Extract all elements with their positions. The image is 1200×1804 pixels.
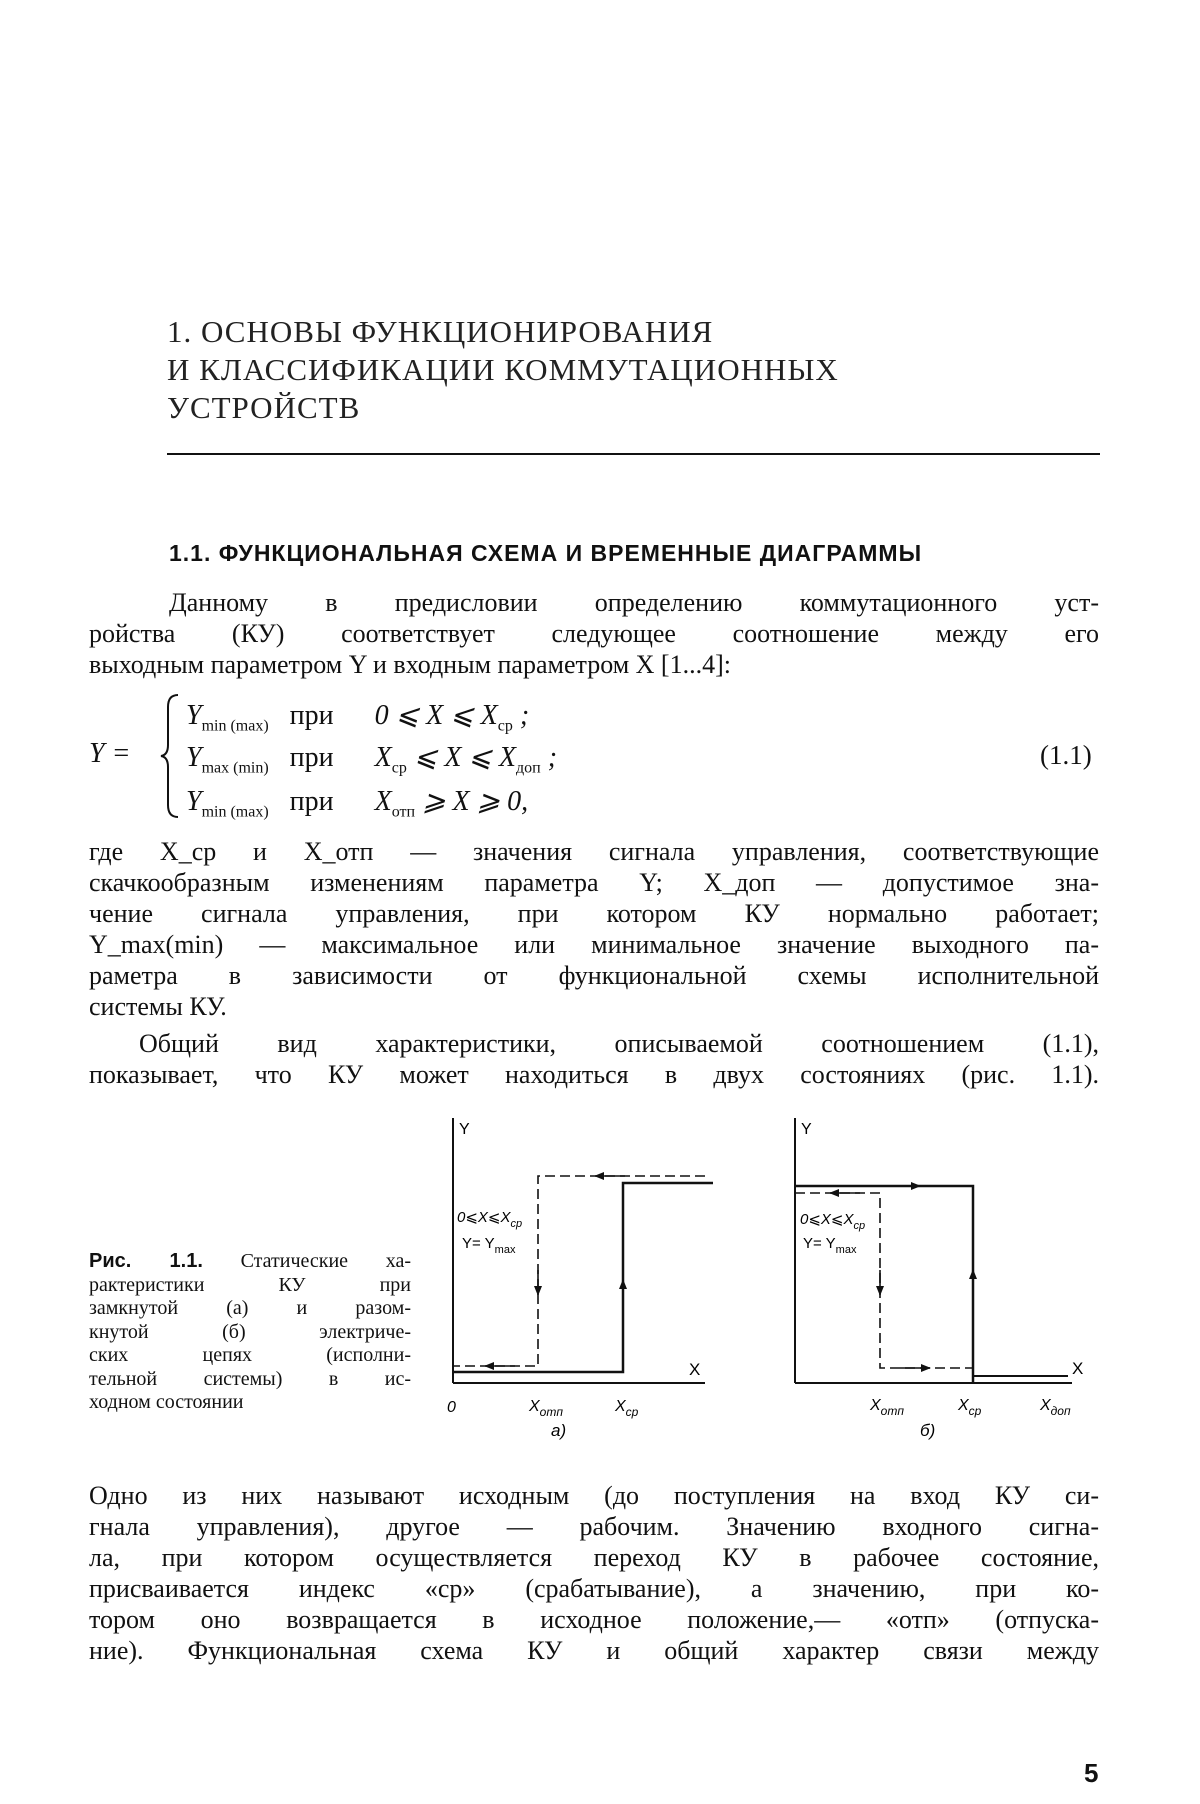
text-line: Y_max(min) — максимальное или минимальное значение выходного па- xyxy=(89,930,1099,959)
text-line: ла, при котором осуществляется переход КУ в рабочее состояние, xyxy=(89,1543,1099,1572)
diagram-a-condition: $Y= Y_{max}$ xyxy=(462,1235,516,1256)
text-line: гнала управления), другое — рабочим. Значению входного сигна- xyxy=(89,1512,1099,1541)
equation-brace xyxy=(160,693,180,819)
figure-caption-line: кнутой (б) электриче- xyxy=(89,1320,411,1343)
page-number: 5 xyxy=(1084,1758,1099,1788)
intro-paragraph xyxy=(89,587,1099,680)
figure-caption-line: ходном состоянии xyxy=(89,1391,244,1413)
section-heading: 1.1. ФУНКЦИОНАЛЬНАЯ СХЕМА И ВРЕМЕННЫЕ ДИАГРАММЫ xyxy=(169,540,923,566)
equation-row: $Y_{max (min)}$ при $X_{ср}$ ⩽ X ⩽ $X_{доп}$ ; xyxy=(186,742,558,777)
diagram-a-tick-sr: $X_{ср}$ xyxy=(615,1398,639,1419)
figure-caption-line: замкнутой (а) и разом- xyxy=(89,1297,411,1319)
diagram-b xyxy=(795,1118,1083,1440)
equation-lhs: Y = xyxy=(89,738,131,769)
text-line: Общий вид характеристики, описываемой соотношением (1.1), xyxy=(139,1029,1099,1058)
figure-caption-line: рактеристики КУ при xyxy=(89,1273,411,1296)
diagram-b-label: б) xyxy=(920,1421,936,1440)
text-line: системы КУ. xyxy=(89,992,227,1021)
diagram-b-y-label: Y xyxy=(801,1121,812,1138)
general-paragraph xyxy=(89,1028,1099,1090)
text-line: выходным параметром Y и входным параметром X [1...4]: xyxy=(89,650,731,679)
text-line: чение сигнала управления, при котором КУ нормально работает; xyxy=(89,899,1099,928)
diagram-b-tick-otp: $X_{отп}$ xyxy=(870,1397,904,1418)
diagram-a-origin: 0 xyxy=(447,1399,456,1416)
figure-diagrams xyxy=(0,1110,1200,1470)
text-line: Одно из них называют исходным (до поступления на вход КУ си- xyxy=(89,1481,1099,1510)
chapter-divider xyxy=(167,453,1100,455)
text-line: ройства (КУ) соответствует следующее соотношение между его xyxy=(89,619,1099,648)
diagram-b-tick-sr: $X_{ср}$ xyxy=(958,1397,982,1418)
diagram-b-condition: $0⩽X⩽X_{ср}$ xyxy=(800,1211,866,1232)
chapter-title-line: УСТРОЙСТВ xyxy=(167,390,361,425)
figure-caption-line: Статические ха- xyxy=(202,1250,411,1272)
figure-caption-lead: Рис. 1.1. xyxy=(89,1250,203,1272)
text-line: скачкообразным изменениям параметра Y; X_доп — допустимое зна- xyxy=(89,868,1099,897)
equation-row: $Y_{min (max)}$ при $X_{отп}$ ⩾ X ⩾ 0, xyxy=(186,786,529,821)
figure-caption-line: тельной системы) в ис- xyxy=(89,1367,411,1390)
diagram-b-condition: $Y= Y_{max}$ xyxy=(803,1235,857,1256)
chapter-title xyxy=(167,313,1067,427)
text-line: тором оно возвращается в исходное положение,— «отп» (отпуска- xyxy=(89,1605,1099,1634)
outro-paragraph xyxy=(89,1480,1099,1666)
chapter-title-line: И КЛАССИФИКАЦИИ КОММУТАЦИОННЫХ xyxy=(167,352,839,387)
figure-caption-line: ских цепях (исполни- xyxy=(89,1344,411,1366)
text-line: ние). Функциональная схема КУ и общий характер связи между xyxy=(89,1636,1099,1665)
diagram-a-label: а) xyxy=(551,1421,567,1440)
diagram-a-y-label: Y xyxy=(459,1121,470,1138)
text-line: раметра в зависимости от функциональной схемы исполнительной xyxy=(89,961,1099,990)
equation-row: $Y_{min (max)}$ при 0 ⩽ X ⩽ $X_{ср}$ ; xyxy=(186,700,530,735)
chapter-title-line: 1. ОСНОВЫ ФУНКЦИОНИРОВАНИЯ xyxy=(167,314,714,349)
diagram-a-x-label: X xyxy=(689,1360,701,1379)
diagram-b-tick-dop: $X_{доп}$ xyxy=(1040,1397,1071,1418)
diagram-a xyxy=(447,1118,713,1440)
diagram-a-tick-otp: $X_{отп}$ xyxy=(529,1398,563,1419)
diagram-a-condition: $0⩽X⩽X_{ср}$ xyxy=(457,1209,523,1230)
text-line: где X_ср и X_отп — значения сигнала управления, соответствующие xyxy=(89,837,1099,866)
definitions-paragraph xyxy=(89,836,1099,1022)
equation-number: (1.1) xyxy=(1040,740,1092,770)
diagram-b-x-label: X xyxy=(1072,1359,1084,1378)
text-line: Данному в предисловии определению коммутационного уст- xyxy=(169,588,1099,617)
text-line: показывает, что КУ может находиться в двух состояниях (рис. 1.1). xyxy=(89,1060,1099,1089)
text-line: присваивается индекс «ср» (срабатывание), а значению, при ко- xyxy=(89,1574,1099,1603)
